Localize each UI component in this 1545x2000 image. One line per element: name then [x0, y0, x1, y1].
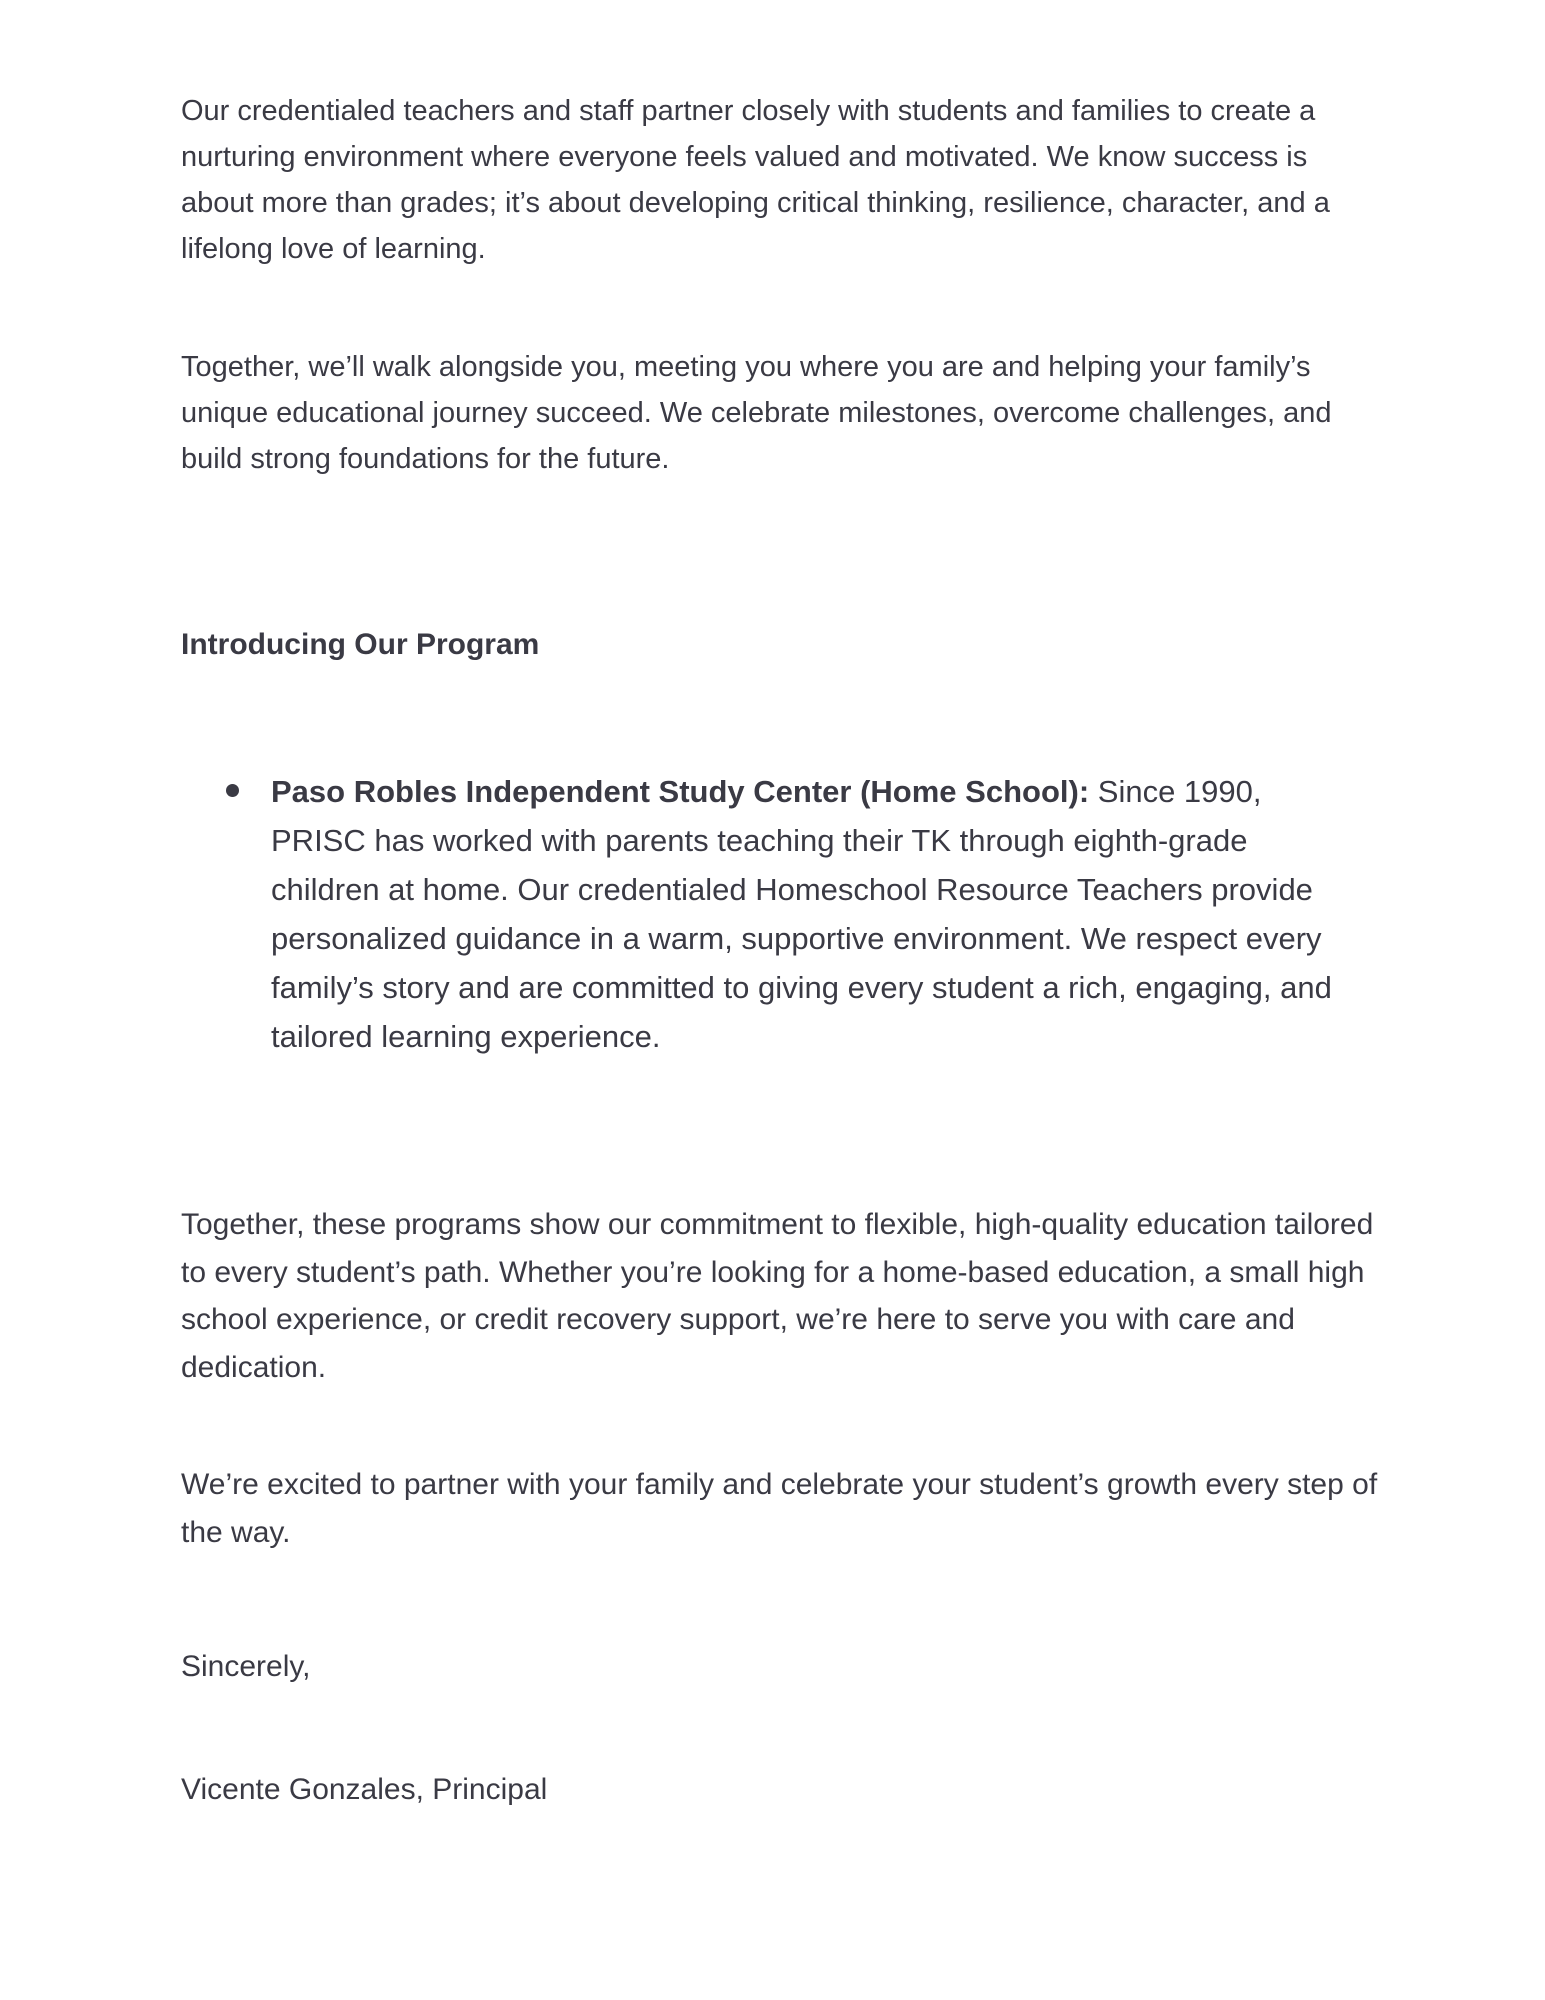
commitment-paragraph: Together, these programs show our commitment to flexible, high-quality education tailored to every student’s path. Whether you’re looking for a home-based education, a small high school experience, or credit recovery support, we’re here to serve you with care and dedication.: [181, 1208, 1374, 1384]
bullet-dot-icon: [226, 784, 239, 797]
signature-line: Vicente Gonzales, Principal: [181, 1773, 548, 1806]
section-heading: Introducing Our Program: [181, 628, 540, 661]
together-paragraph: Together, we’ll walk alongside you, meeting you where you are and helping your family’s unique educational journey succeed. We celebrate milestones, overcome challenges, and build strong foundations for the future.: [181, 351, 1332, 475]
program-description: Since 1990, PRISC has worked with parents teaching their TK through eighth-grade children at home. Our credentialed Homeschool Resource Teachers provide personalized guidance in a warm, supportive environment. We respect every family’s story and are committed to giving every student a rich, engaging, and tailored learning experience.: [271, 774, 1332, 1054]
program-item-text: [271, 767, 1341, 1061]
closing-line: Sincerely,: [181, 1650, 311, 1683]
program-name: Paso Robles Independent Study Center (Home School):: [271, 774, 1090, 809]
excited-paragraph: We’re excited to partner with your family and celebrate your student’s growth every step of the way.: [181, 1468, 1378, 1549]
intro-paragraph: Our credentialed teachers and staff partner closely with students and families to create a nurturing environment where everyone feels valued and motivated. We know success is about more than grades; it’s about developing critical thinking, resilience, character, and a lifelong love of learning.: [181, 95, 1330, 265]
